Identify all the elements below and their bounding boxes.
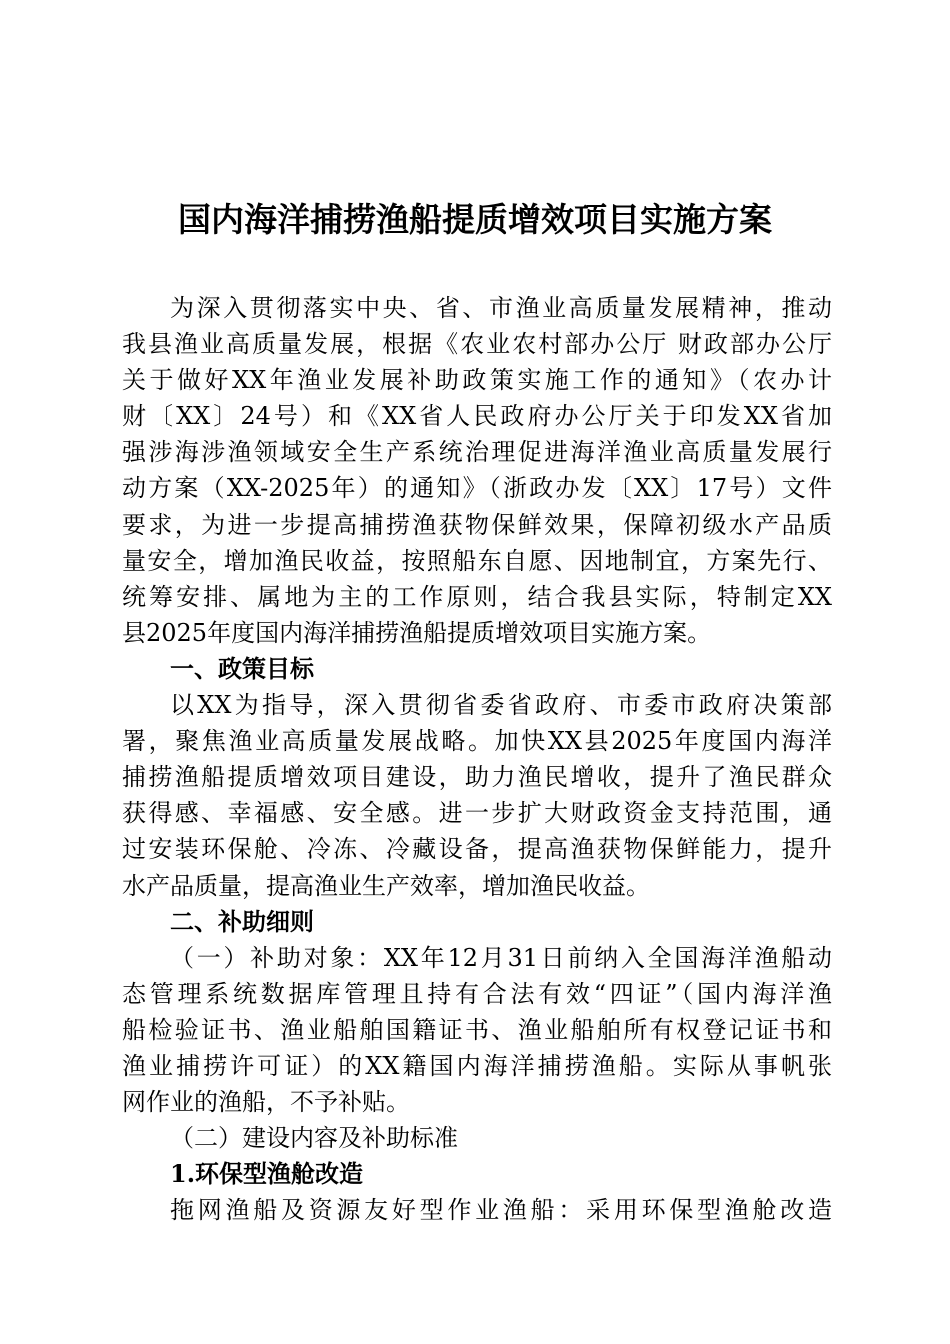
paragraph-line: 我县渔业高质量发展，根据《农业农村部办公厅 财政部办公厅: [122, 330, 832, 359]
document-title: 国内海洋捕捞渔船提质增效项目实施方案: [178, 200, 772, 239]
paragraph-line: 要求，为进一步提高捕捞渔获物保鲜效果，保障初级水产品质: [122, 510, 832, 539]
paragraph-line: 获得感、幸福感、安全感。进一步扩大财政资金支持范围，通: [122, 799, 832, 828]
paragraph-line: 财〔XX〕24号）和《XX省人民政府办公厅关于印发XX省加: [122, 402, 832, 431]
paragraph-line: 水产品质量，提高渔业生产效率，增加渔民收益。: [122, 871, 650, 900]
section-heading-subsidy-rules: 二、补助细则: [170, 906, 314, 936]
paragraph-line: 以XX为指导，深入贯彻省委省政府、市委市政府决策部: [170, 691, 832, 720]
paragraph-line: 关于做好XX年渔业发展补助政策实施工作的通知》（农办计: [122, 366, 832, 395]
paragraph-line: 渔业捕捞许可证）的XX籍国内海洋捕捞渔船。实际从事帆张: [122, 1051, 832, 1080]
paragraph-line: （一）补助对象：XX年12月31日前纳入全国海洋渔船动: [170, 943, 832, 972]
document-body: [122, 290, 832, 1228]
paragraph-line: 为深入贯彻落实中央、省、市渔业高质量发展精神，推动: [170, 294, 832, 322]
paragraph-line: 船检验证书、渔业船舶国籍证书、渔业船舶所有权登记证书和: [122, 1015, 832, 1044]
paragraph-line: 署，聚焦渔业高质量发展战略。加快XX县2025年度国内海洋: [122, 727, 832, 756]
subsection-heading-construction: （二）建设内容及补助标准: [170, 1124, 458, 1153]
paragraph-line: 统筹安排、属地为主的工作原则，结合我县实际，特制定XX: [122, 582, 832, 611]
section-heading-policy-goals: 一、政策目标: [170, 653, 314, 683]
paragraph-line: 量安全，增加渔民收益，按照船东自愿、因地制宜，方案先行、: [122, 546, 832, 575]
paragraph-line: 拖网渔船及资源友好型作业渔船：采用环保型渔舱改造: [170, 1196, 832, 1225]
paragraph-line: 捕捞渔船提质增效项目建设，助力渔民增收，提升了渔民群众: [122, 763, 832, 792]
paragraph-line: 过安装环保舱、冷冻、冷藏设备，提高渔获物保鲜能力，提升: [122, 835, 832, 864]
paragraph-line: 县2025年度国内海洋捕捞渔船提质增效项目实施方案。: [122, 618, 712, 647]
paragraph-line: 动方案（XX-2025年）的通知》（浙政办发〔XX〕17号）文件: [122, 474, 832, 503]
paragraph-line: 强涉海涉渔领域安全生产系统治理促进海洋渔业高质量发展行: [122, 438, 832, 467]
paragraph-line: 网作业的渔船，不予补贴。: [122, 1088, 410, 1117]
paragraph-line: 态管理系统数据库管理且持有合法有效“四证”（国内海洋渔: [122, 979, 832, 1008]
item-heading-eco-hold: 1.环保型渔舱改造: [170, 1159, 364, 1189]
